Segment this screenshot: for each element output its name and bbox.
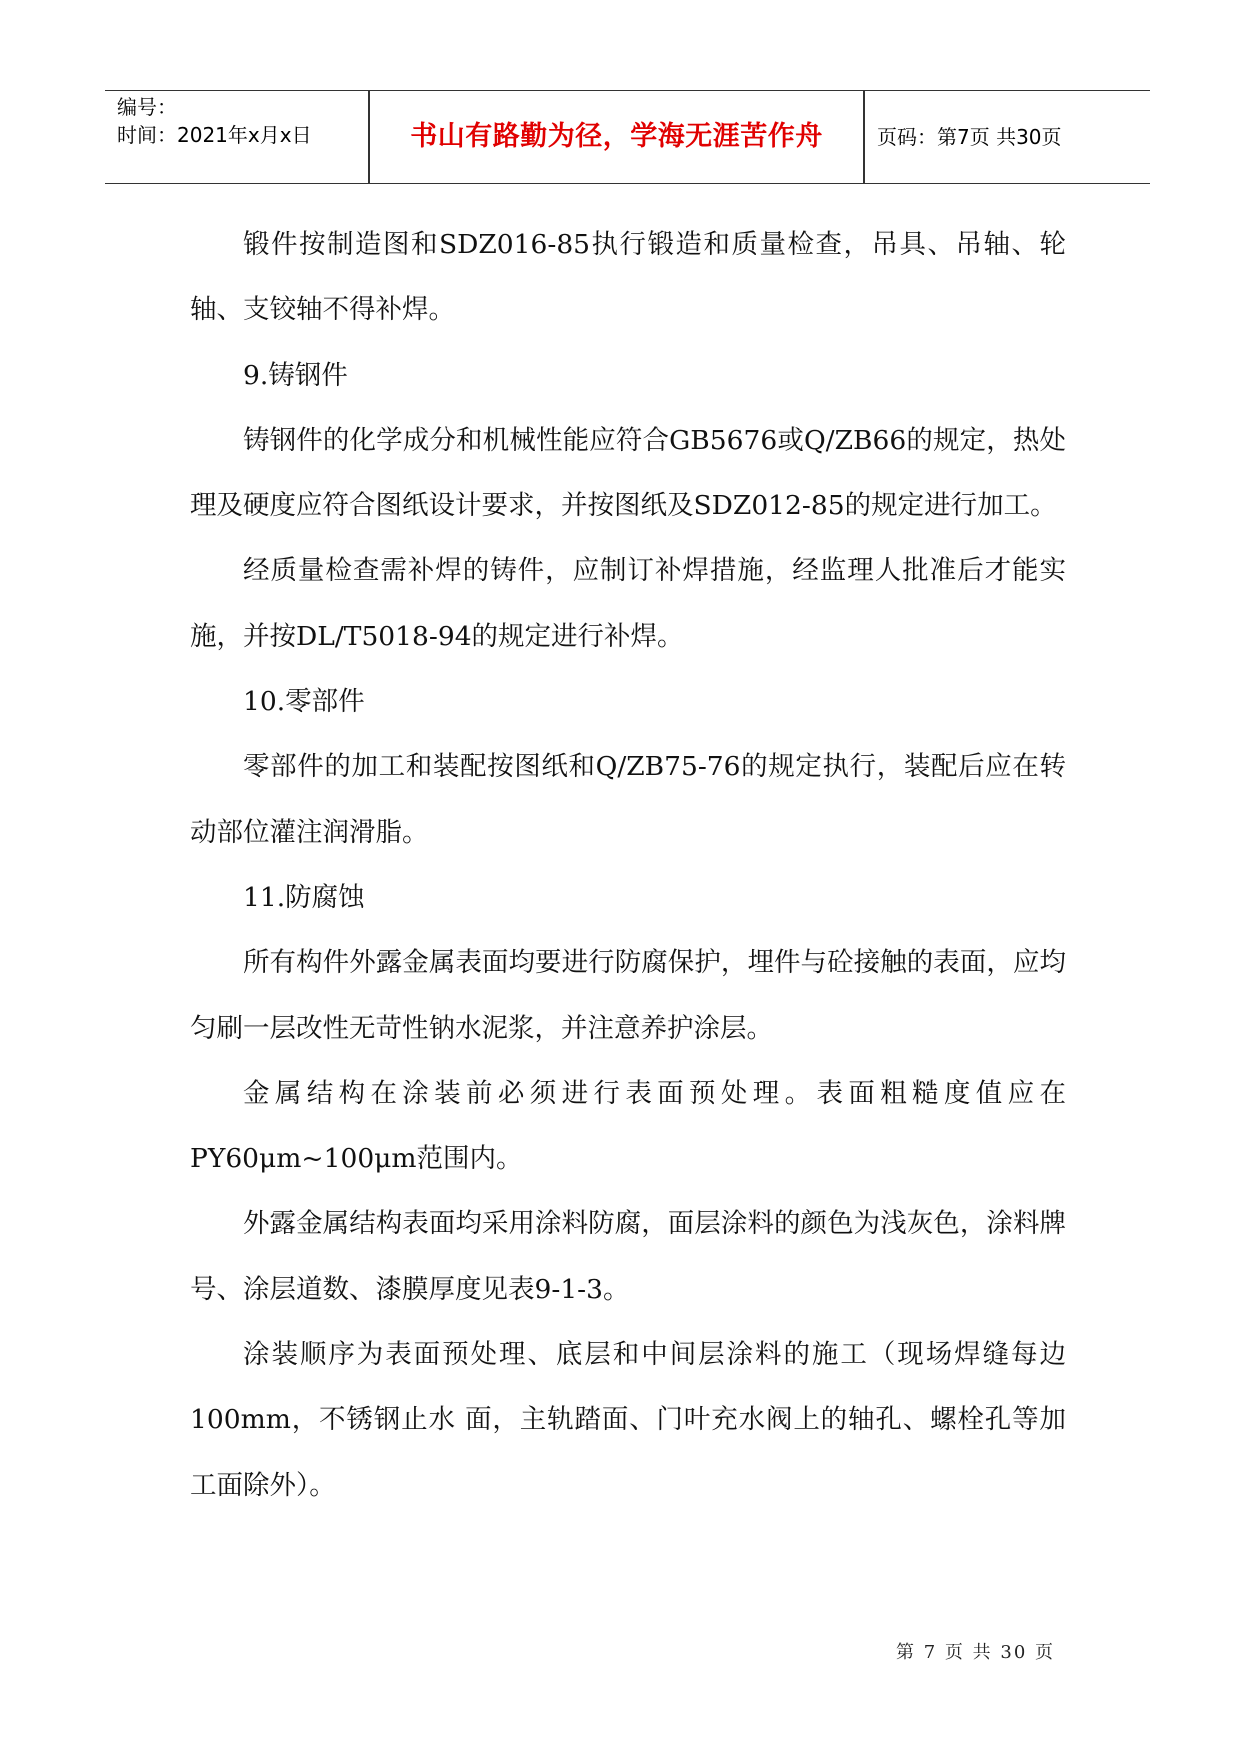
header-meta [117, 93, 369, 149]
section-heading: 10.零部件 [243, 686, 365, 718]
paragraph: 零部件的加工和装配按图纸和Q/ZB75-76的规定执行，装配后应在转动部位灌注润滑脂。 [190, 751, 1066, 848]
page-header [105, 90, 1150, 184]
paragraph: 经质量检查需补焊的铸件，应制订补焊措施，经监理人批准后才能实施，并按DL/T5018-94的规定进行补焊。 [190, 555, 1066, 652]
paragraph: 外露金属结构表面均采用涂料防腐，面层涂料的颜色为浅灰色，涂料牌号、涂层道数、漆膜厚度见表9-1-3。 [190, 1208, 1066, 1305]
header-page-number: 页码：第7页 共30页 [877, 125, 1062, 149]
paragraph: 铸钢件的化学成分和机械性能应符合GB5676或Q/ZB66的规定，热处理及硬度应符合图纸设计要求，并按图纸及SDZ012-85的规定进行加工。 [190, 424, 1066, 522]
document-number-label: 编号： [117, 95, 177, 119]
paragraph: 涂装顺序为表面预处理、底层和中间层涂料的施工（现场焊缝每边100mm，不锈钢止水 面，主轨踏面、门叶充水阀上的轴孔、螺栓孔等加工面除外）。 [190, 1339, 1066, 1501]
document-body [190, 212, 1066, 1518]
header-divider-right [863, 91, 865, 183]
section-heading: 9.铸钢件 [243, 359, 348, 391]
document-time-label: 时间：2021年x月x日 [117, 123, 312, 147]
paragraph: 所有构件外露金属表面均要进行防腐保护，埋件与砼接触的表面，应均匀刷一层改性无苛性钠水泥浆，并注意养护涂层。 [190, 947, 1066, 1044]
header-motto: 书山有路勤为径，学海无涯苦作舟 [410, 121, 823, 152]
paragraph: 金属结构在涂装前必须进行表面预处理。表面粗糙度值应在PY60μm~100μm范围内。 [190, 1077, 1066, 1175]
section-heading: 11.防腐蚀 [243, 881, 365, 913]
page-footer: 第 7 页 共 30 页 [896, 1642, 1055, 1663]
paragraph: 锻件按制造图和SDZ016-85执行锻造和质量检查，吊具、吊轴、轮轴、支铰轴不得补焊。 [190, 229, 1066, 326]
